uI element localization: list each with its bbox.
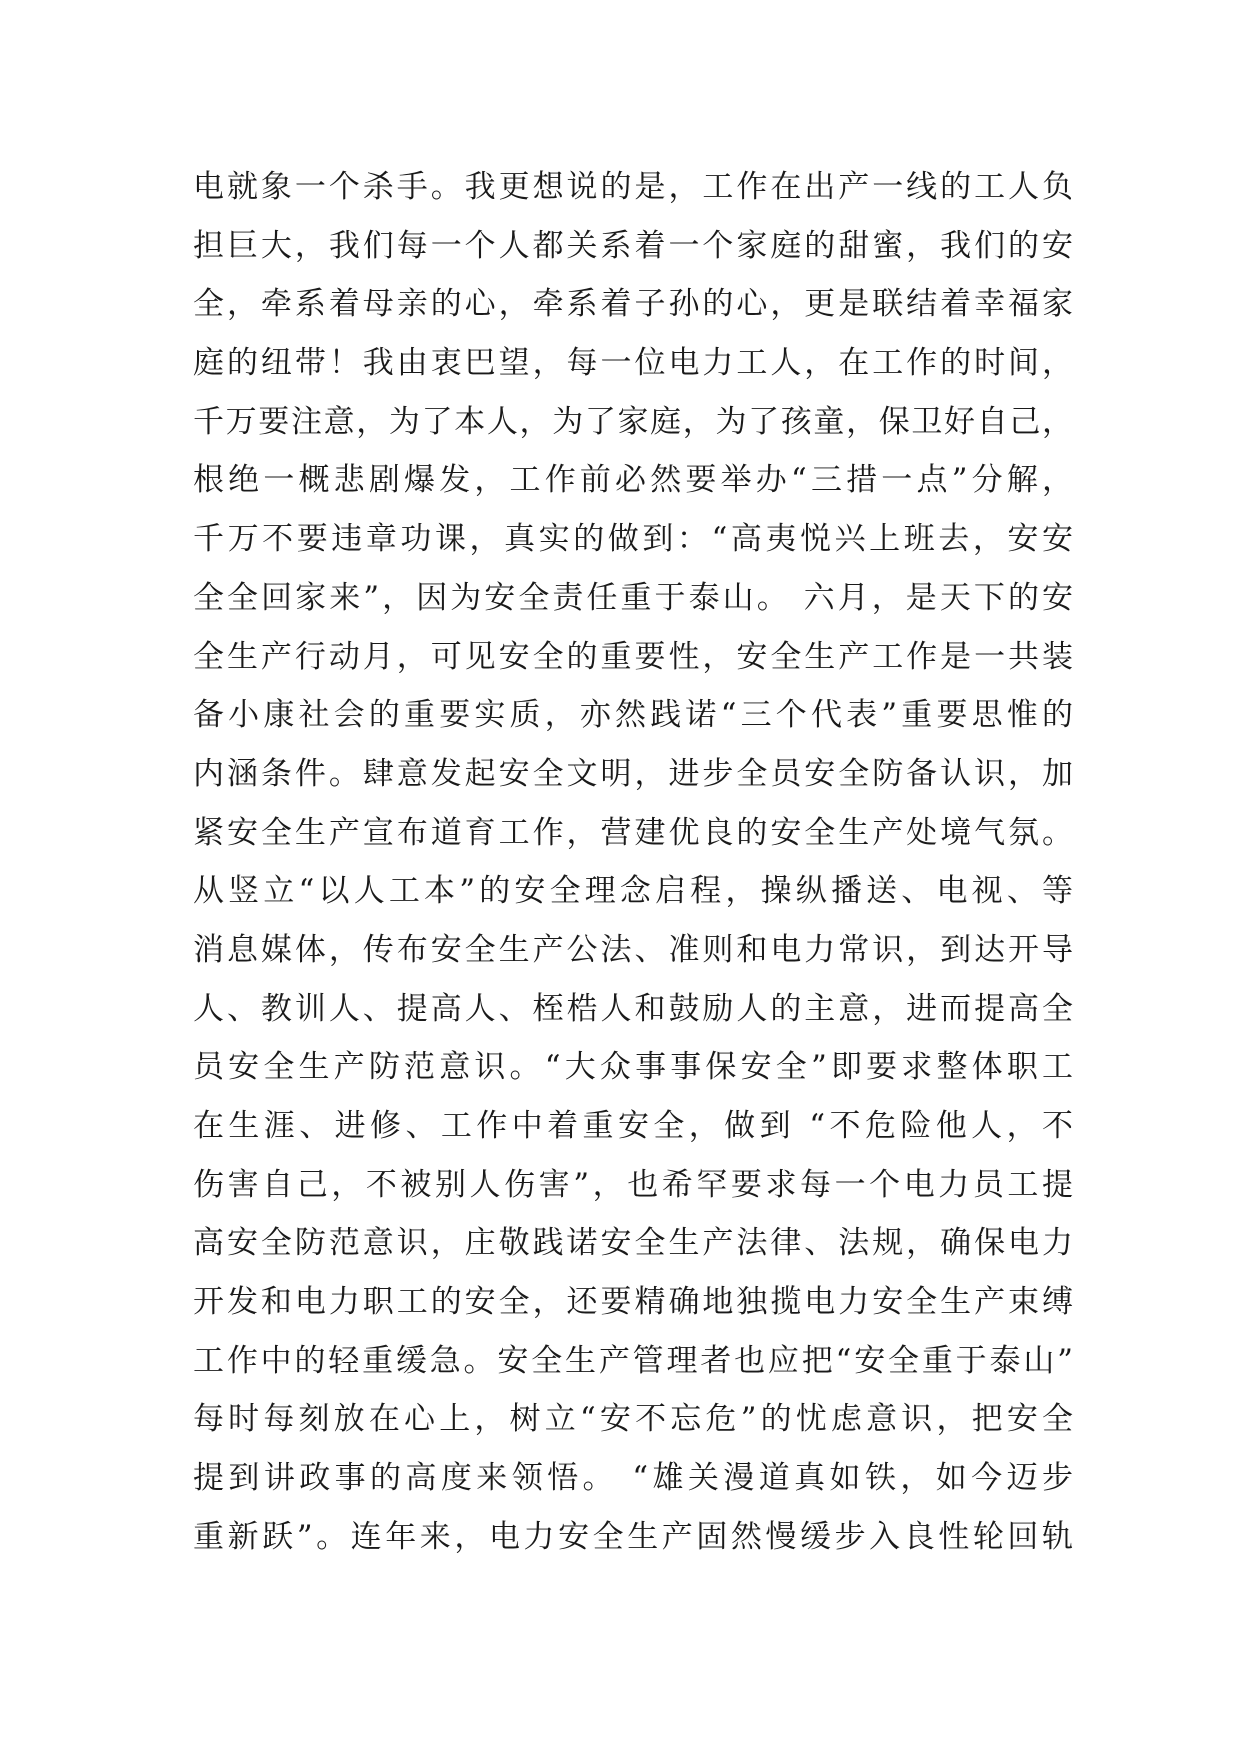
text-line: 根绝一概悲剧爆发，工作前必然要举办“三措一点”分解， (193, 462, 1073, 499)
text-line: 重新跃”。连年来，电力安全生产固然慢缓步入良性轮回轨 (193, 1518, 1073, 1555)
text-line: 开发和电力职工的安全，还要精确地独揽电力安全生产束缚 (193, 1284, 1073, 1321)
text-line: 全，牵系着母亲的心，牵系着子孙的心，更是联结着幸福家 (193, 286, 1073, 323)
text-line: 担巨大，我们每一个人都关系着一个家庭的甜蜜，我们的安 (193, 227, 1073, 264)
text-line: 全全回家来”，因为安全责任重于泰山。 六月，是天下的安 (193, 579, 1073, 616)
body-text (193, 158, 1073, 1567)
text-line: 内涵条件。肆意发起安全文明，进步全员安全防备认识，加 (193, 755, 1073, 792)
text-line: 电就象一个杀手。我更想说的是，工作在出产一线的工人负 (193, 169, 1073, 205)
text-line: 人、教训人、提高人、桎梏人和鼓励人的主意，进而提高全 (193, 990, 1073, 1027)
text-line: 提到讲政事的高度来领悟。 “雄关漫道真如铁，如今迈步 (193, 1460, 1073, 1497)
text-line: 在生涯、进修、工作中着重安全，做到 “不危险他人，不 (193, 1108, 1073, 1144)
text-line: 消息媒体，传布安全生产公法、准则和电力常识，到达开导 (193, 931, 1073, 968)
text-line: 伤害自己，不被别人伤害”，也希罕要求每一个电力员工提 (193, 1166, 1073, 1203)
text-line: 每时每刻放在心上，树立“安不忘危”的忧虑意识，把安全 (193, 1401, 1073, 1438)
text-line: 备小康社会的重要实质，亦然践诺“三个代表”重要思惟的 (193, 697, 1073, 734)
text-line: 全生产行动月，可见安全的重要性，安全生产工作是一共装 (193, 638, 1073, 675)
text-line: 千万要注意，为了本人，为了家庭，为了孩童，保卫好自己， (193, 403, 1073, 440)
text-line: 从竖立“以人工本”的安全理念启程，操纵播送、电视、等 (193, 873, 1073, 910)
text-line: 庭的纽带！我由衷巴望，每一位电力工人，在工作的时间， (193, 345, 1073, 382)
text-line: 员安全生产防范意识。“大众事事保安全”即要求整体职工 (193, 1049, 1073, 1086)
text-line: 紧安全生产宣布道育工作，营建优良的安全生产处境气氛。 (193, 814, 1073, 851)
text-line: 工作中的轻重缓急。安全生产管理者也应把“安全重于泰山” (193, 1342, 1073, 1379)
text-line: 千万不要违章功课，真实的做到：“高夷悦兴上班去，安安 (193, 521, 1073, 558)
text-line: 高安全防范意识，庄敬践诺安全生产法律、法规，确保电力 (193, 1225, 1073, 1262)
